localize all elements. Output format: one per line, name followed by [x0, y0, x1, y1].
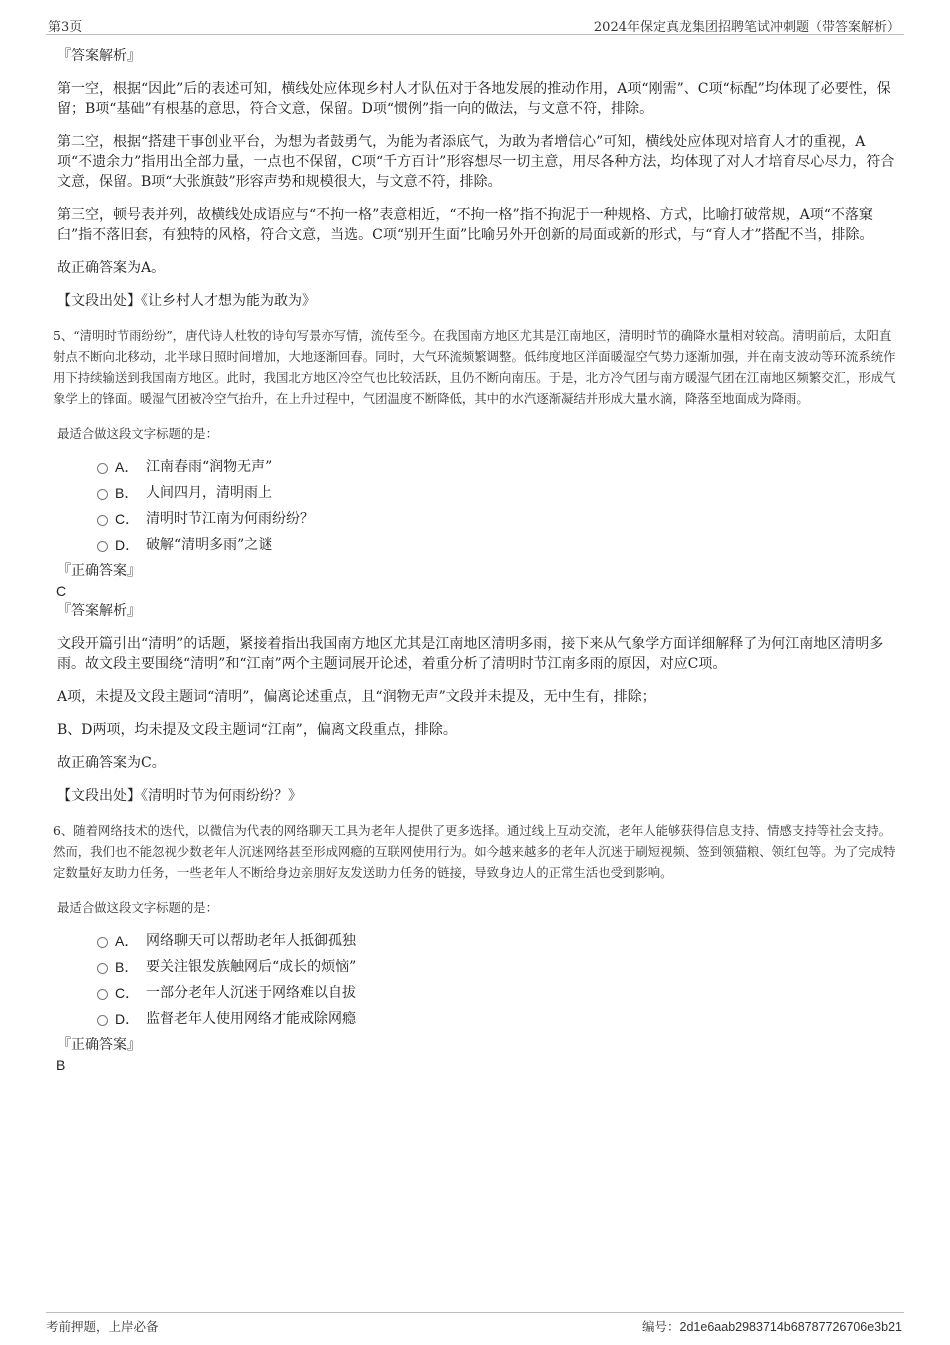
analysis-paragraph: 第三空，顿号表并列，故横线处成语应与“不拘一格”表意相近，“不拘一格”指不拘泥于一种规格、方式，比喻打破常规，A项“不落窠臼”指不落旧套，有独特的风格，符合文意，当选。C项“别开生面”比喻另外开创新的局面或新的形式，与“育人才”搭配不当，排除。	[57, 207, 874, 243]
option-c[interactable]: C． 一部分老年人沉迷于网络难以自拔	[57, 983, 897, 1009]
correct-answer: B	[56, 1057, 66, 1073]
page-footer	[46, 1312, 904, 1337]
option-c[interactable]: C． 清明时节江南为何雨纷纷？	[57, 509, 897, 535]
question-prompt: 最适合做这段文字标题的是：	[57, 900, 219, 915]
radio-icon[interactable]	[97, 1015, 108, 1026]
option-list	[57, 457, 897, 561]
correct-answer-label: 『正确答案』	[57, 563, 141, 579]
option-a[interactable]: A． 江南春雨“润物无声”	[57, 457, 897, 483]
analysis-paragraph: B、D两项，均未提及文段主题词“江南”，偏离文段重点，排除。	[57, 722, 457, 738]
page-header	[46, 14, 904, 35]
footer-slogan: 考前押题，上岸必备	[46, 1319, 159, 1334]
page-number: 第3页	[48, 20, 83, 35]
question-passage: 5、“清明时节雨纷纷”，唐代诗人杜牧的诗句写景亦写情，流传至今。在我国南方地区尤其是江南地区，清明时节的确降水量相对较高。清明前后，太阳直射点不断向北移动，北半球日照时间增加，大地逐渐回春。同时，大气环流频繁调整。低纬度地区洋面暖湿空气势力逐渐加强，并在南支波动等环流系统作用下持续输送到我国南方地区。此时，我国北方地区冷空气也比较活跃，且仍不断向南压。于是，北方冷气团与南方暖湿气团在江南地区频繁交汇，形成气象学上的锋面。暖湿气团被冷空气抬升，在上升过程中，气团温度不断降低，其中的水汽逐渐凝结并形成大量水滴，降落至地面成为降雨。	[53, 328, 896, 406]
option-d[interactable]: D． 监督老年人使用网络才能戒除网瘾	[57, 1009, 897, 1035]
radio-icon[interactable]	[97, 989, 108, 1000]
answer-conclusion: 故正确答案为A。	[57, 260, 166, 276]
radio-icon[interactable]	[97, 937, 108, 948]
correct-answer-label: 『正确答案』	[57, 1037, 141, 1053]
answer-conclusion: 故正确答案为C。	[57, 755, 166, 771]
analysis-paragraph: 第一空，根据“因此”后的表述可知，横线处应体现乡村人才队伍对于各地发展的推动作用，A项“刚需”、C项“标配”均体现了必要性，保留；B项“基础”有根基的意思，符合文意，保留。D项“惯例”指一向的做法，与文意不符，排除。	[57, 81, 891, 117]
option-list	[57, 931, 897, 1035]
document-title: 2024年保定真龙集团招聘笔试冲刺题（带答案解析）	[593, 20, 900, 35]
analysis-paragraph: A项，未提及文段主题词“清明”，偏离论述重点，且“润物无声”文段并未提及，无中生有，排除；	[57, 689, 656, 705]
option-a[interactable]: A． 网络聊天可以帮助老年人抵御孤独	[57, 931, 897, 957]
analysis-label: 『答案解析』	[57, 48, 141, 64]
source-citation: 【文段出处】《清明时节为何雨纷纷？》	[57, 788, 302, 804]
option-b[interactable]: B． 要关注银发族触网后“成长的烦恼”	[57, 957, 897, 983]
analysis-paragraph: 文段开篇引出“清明”的话题，紧接着指出我国南方地区尤其是江南地区清明多雨，接下来从气象学方面详细解释了为何江南地区清明多雨。故文段主要围绕“清明”和“江南”两个主题词展开论述，着重分析了清明时节江南多雨的原因，对应C项。	[57, 636, 884, 672]
radio-icon[interactable]	[97, 463, 108, 474]
correct-answer: C	[56, 583, 67, 599]
radio-icon[interactable]	[97, 515, 108, 526]
radio-icon[interactable]	[97, 489, 108, 500]
document-code	[642, 1317, 902, 1335]
code-value: 2d1e6aab2983714b68787726706e3b21	[679, 1320, 902, 1334]
radio-icon[interactable]	[97, 963, 108, 974]
analysis-label: 『答案解析』	[57, 603, 141, 619]
code-label: 编号：	[642, 1319, 680, 1334]
option-b[interactable]: B． 人间四月，清明雨上	[57, 483, 897, 509]
question-prompt: 最适合做这段文字标题的是：	[57, 426, 219, 441]
source-citation: 【文段出处】《让乡村人才想为能为敢为》	[57, 293, 316, 309]
option-d[interactable]: D． 破解“清明多雨”之谜	[57, 535, 897, 561]
question-passage: 6、随着网络技术的迭代，以微信为代表的网络聊天工具为老年人提供了更多选择。通过线上互动交流，老年人能够获得信息支持、情感支持等社会支持。然而，我们也不能忽视少数老年人沉迷网络甚至形成网瘾的互联网使用行为。如今越来越多的老年人沉迷于刷短视频、签到领猫粮、领红包等。为了完成特定数量好友助力任务，一些老年人不断给身边亲朋好友发送助力任务的链接，导致身边人的正常生活也受到影响。	[53, 823, 896, 880]
analysis-paragraph: 第二空，根据“搭建干事创业平台，为想为者鼓勇气，为能为者添底气，为敢为者增信心”可知，横线处应体现对培育人才的重视，A项“不遗余力”指用出全部力量，一点也不保留，C项“千方百计”形容想尽一切主意，用尽各种方法，均体现了对人才培育尽心尽力，符合文意，保留。B项“大张旗鼓”形容声势和规模很大，与文意不符，排除。	[57, 134, 895, 190]
page-content	[53, 46, 897, 1075]
radio-icon[interactable]	[97, 541, 108, 552]
